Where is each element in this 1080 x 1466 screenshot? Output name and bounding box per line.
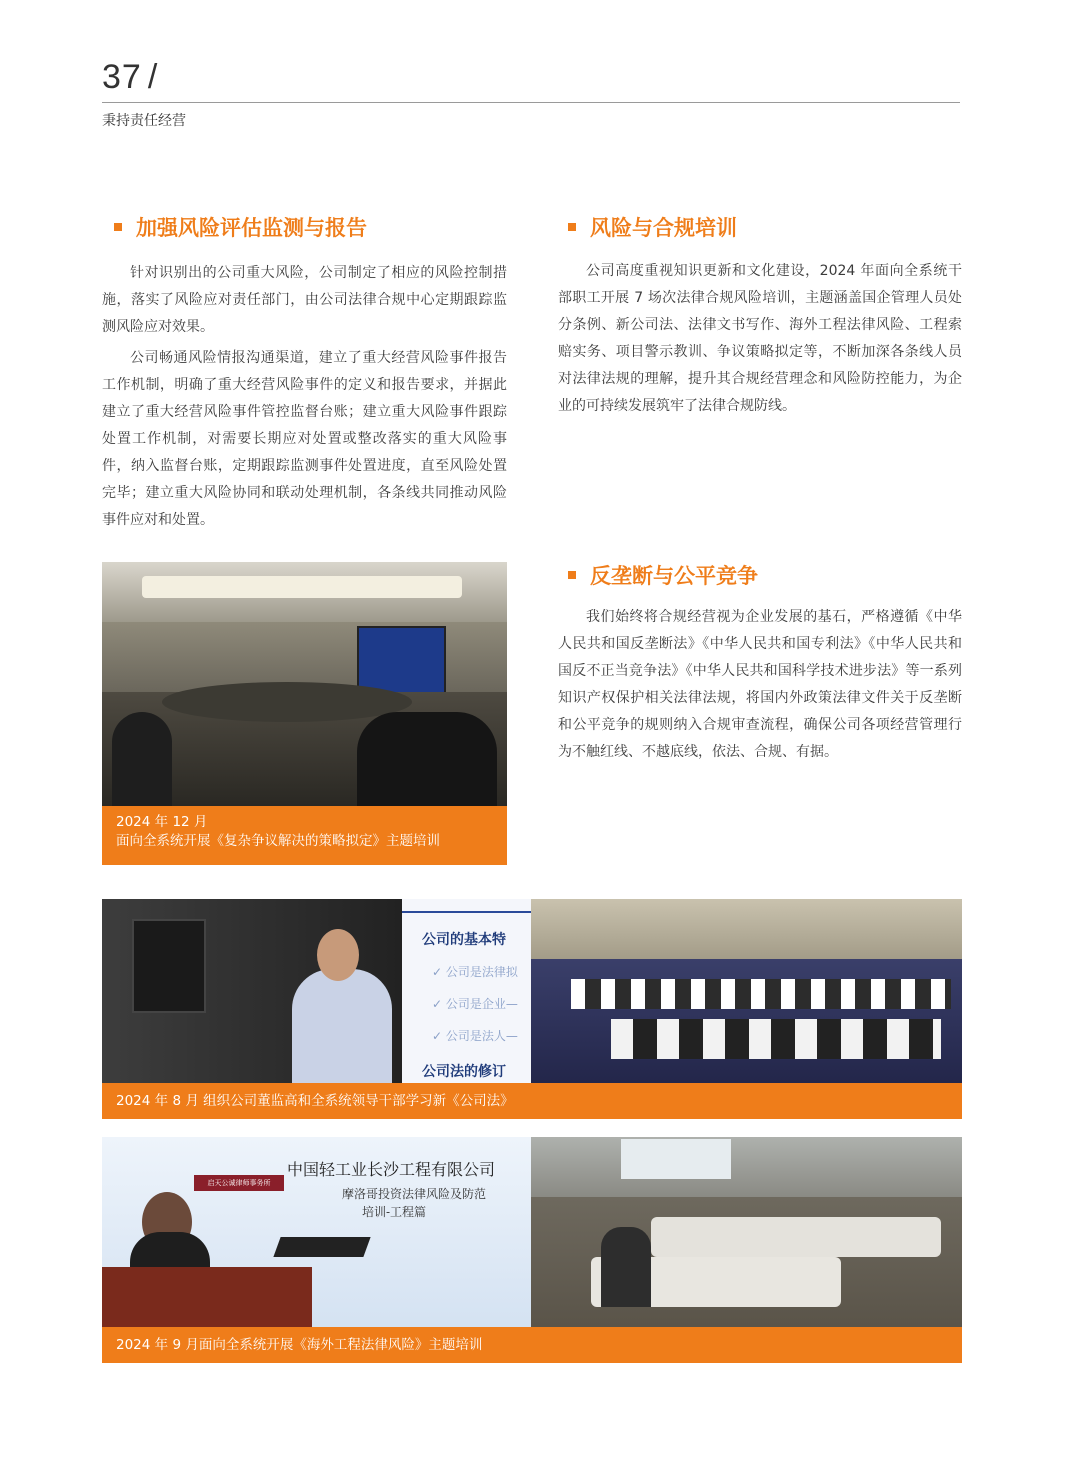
photo-caption-2: 2024 年 8 月 组织公司董监高和全系统领导干部学习新《公司法》 [102, 1083, 962, 1119]
law-firm-logo: 启天公诚律师事务所 [194, 1175, 284, 1191]
section-body-risk-monitoring [102, 260, 507, 538]
section-body-antitrust [558, 604, 962, 770]
slide-line: 公司的基本特 [422, 932, 506, 948]
header-divider [102, 102, 960, 103]
photo-speaker-company-law [102, 899, 531, 1083]
caption-text: 面向全系统开展《复杂争议解决的策略拟定》主题培训 [116, 833, 440, 849]
section-title-antitrust: 反垄断与公平竞争 [568, 560, 758, 590]
podium [102, 1267, 312, 1327]
photo-meeting-discussion [531, 1137, 962, 1327]
paragraph: 针对识别出的公司重大风险，公司制定了相应的风险控制措施，落实了风险应对责任部门，由公司法律合规中心定期跟踪监测风险应对效果。 [102, 265, 507, 335]
bullet-square-icon [114, 223, 122, 231]
section-title-risk-monitoring: 加强风险评估监测与报告 [114, 212, 367, 242]
paragraph: 公司畅通风险情报沟通渠道，建立了重大经营风险事件报告工作机制，明确了重大经营风险事件的定义和报告要求，并据此建立了重大经营风险事件管控监督台账；建立重大风险事件跟踪处置工作机制，对需要长期应对处置或整改落实的重大风险事件，纳入监督台账，定期跟踪监测事件处置进度，直至风险处置完毕；建立重大风险协同和联动处理机制，各条线共同推动风险事件应对和处置。 [102, 350, 507, 528]
page-number: 37 / [102, 58, 159, 96]
section-body-compliance-training [558, 258, 962, 424]
slide-line: ✓ 公司是法人— [432, 1029, 518, 1043]
paragraph: 我们始终将合规经营视为企业发展的基石，严格遵循《中华人民共和国反垄断法》《中华人民共和国专利法》《中华人民共和国反不正当竞争法》《中华人民共和国科学技术进步法》等一系列知识产权保护相关法律法规，将国内外政策法律文件关于反垄断和公平竞争的规则纳入合规审查流程，确保公司各项经营管理行为不触红线、不越底线，依法、合规、有据。 [558, 609, 962, 760]
slide-line: 公司法的修订 [422, 1064, 506, 1080]
photo-meeting-room [102, 562, 507, 806]
caption-date: 2024 年 12 月 [116, 814, 208, 830]
photo-caption-3: 2024 年 9 月面向全系统开展《海外工程法律风险》主题培训 [102, 1327, 962, 1363]
photo-lecturer-overseas-law [102, 1137, 531, 1327]
slide-subtitle: 培训-工程篇 [362, 1205, 427, 1219]
photo-caption-1 [102, 806, 507, 865]
bullet-square-icon [568, 571, 576, 579]
slide-subtitle: 摩洛哥投资法律风险及防范 [342, 1187, 487, 1201]
bullet-square-icon [568, 223, 576, 231]
slide-line: ✓ 公司是企业— [432, 997, 518, 1011]
slide-panel [402, 899, 531, 1083]
slide-line: ✓ 公司是法律拟 [432, 965, 518, 979]
paragraph: 公司高度重视知识更新和文化建设，2024 年面向全系统干部职工开展 7 场次法律合规风险培训，主题涵盖国企管理人员处分条例、新公司法、法律文书写作、海外工程法律风险、工程索赔实务、项目警示教训、争议策略拟定等，不断加深各条线人员对法律法规的理解，提升其合规经营理念和风险防控能力，为企业的可持续发展筑牢了法律合规防线。 [558, 263, 962, 414]
section-title-compliance-training: 风险与合规培训 [568, 212, 737, 242]
slide-title: 中国轻工业长沙工程有限公司 [287, 1160, 496, 1179]
chapter-title: 秉持责任经营 [102, 113, 186, 129]
photo-classroom-training [531, 899, 962, 1083]
